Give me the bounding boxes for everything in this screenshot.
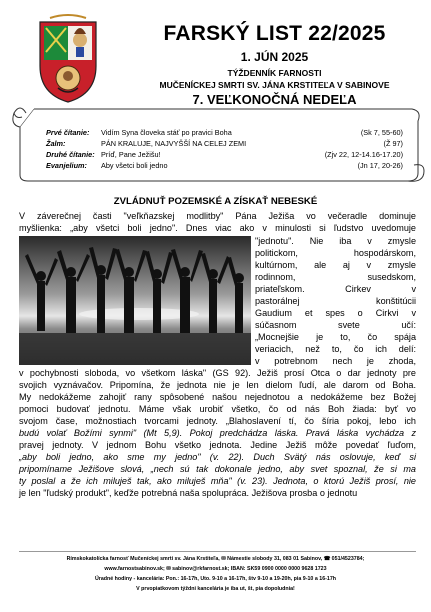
reading-ref-second: (Zjv 22, 12-14.16-17.20) xyxy=(324,150,403,159)
reading-text-gospel: Aby všetci boli jedno xyxy=(101,161,168,170)
article-line: pravej jednoty. V jednom Bohu všetko jednota. Jedine Ježiš môže povedať ľuďom, xyxy=(19,440,416,450)
reading-label-first: Prvé čítanie: xyxy=(46,128,90,137)
footer-note: V prvopiatkovom týždni kancelária je iba ut, št, pia dopoludnia! xyxy=(136,586,295,592)
article-line: pripomíname Ježišove slová, „nech sú tak dokonale jedno, aby svet spoznal, že si ma xyxy=(19,464,416,474)
article-line: V záverečnej časti "veľkňazskej modlitby" Pána Ježiša vo večeradle dominuje xyxy=(19,211,416,221)
article-line: v pochybnosti sloboda, vo všetkom láska" (GS 92). Ježiš prosí Otca o dar jednoty pre xyxy=(19,368,416,378)
article-line: súčasnom svete učí: xyxy=(255,320,416,330)
footer-divider xyxy=(19,551,416,552)
article-line: svojom čase, možnostiach tvorcami jednoty. „Blahoslavení tí, čo šíria pokoj, lebo ich xyxy=(19,416,416,426)
article-line: pastorálnej konštitúcii xyxy=(255,296,416,306)
parish-crest-logo xyxy=(36,14,100,104)
article-line: pomoci budovať jednotu. Máme však urobiť všetko, čo od nás Boh žiada: byť vo xyxy=(19,404,416,414)
footer-contact: www.farnostsabinov.sk; ✉ sabinov@rkfarnost.sk; IBAN: SK59 0900 0000 0000 9628 1723 xyxy=(104,566,327,572)
article-line: svojich vyznávačov. Pripomína, že jednota nie je len dielom ľudí, ale darom od Boha. xyxy=(19,380,416,390)
article-line: budú volať Božími synmi" (Mt 5,9). Pokoj predchádza láska. Pravá láska vychádza z xyxy=(19,428,416,438)
silhouette-people-photo xyxy=(19,236,251,365)
article-line: Gaudium et spes o Cirkvi v xyxy=(255,308,416,318)
liturgical-sunday: 7. VEĽKONOČNÁ NEDEĽA xyxy=(192,92,357,107)
reading-text-second: Príď, Pane Ježišu! xyxy=(101,150,161,159)
reading-label-gospel: Evanjelium: xyxy=(46,161,87,170)
footer-office-hours: Úradné hodiny - kancelária: Pon.: 16-17h, Uto. 9-10 a 16-17h, štv 9-10 a 19-20h, pia 9-10 a 16-17h xyxy=(94,576,337,582)
article-line: veriacich, než to, čo ich delí: xyxy=(255,344,416,354)
article-line: politickom, hospodárskom, xyxy=(255,248,416,258)
reading-label-second: Druhé čítanie: xyxy=(46,150,95,159)
reading-ref-psalm: (Ž 97) xyxy=(383,139,403,148)
reading-ref-first: (Sk 7, 55-60) xyxy=(360,128,403,137)
article-line: My nedokážeme zahojiť rany spôsobené našou nejednotou a nedokážeme bez Božej xyxy=(19,392,416,402)
reading-label-psalm: Žalm: xyxy=(46,139,66,148)
article-line: kultúrnom, ale aj v zmysle xyxy=(255,260,416,270)
reading-ref-gospel: (Jn 17, 20-26) xyxy=(357,161,403,170)
article-line: ty poslal a že ich miluješ tak, ako miluješ mňa" (v. 23). Jednota, o ktorú Ježiš prosí, nie xyxy=(19,476,416,486)
reading-text-psalm: PÁN KRALUJE, NAJVYŠŠÍ NA CELEJ ZEMI xyxy=(101,139,247,148)
article-line: "jednotu". Nie iba v zmysle xyxy=(255,236,416,246)
bulletin-subtitle: TÝŽDENNÍK FARNOSTI xyxy=(227,68,322,78)
article-heading: ZVLÁDNUŤ POZEMSKÉ A ZÍSKAŤ NEBESKÉ xyxy=(113,196,318,207)
article-line: myšlienka: „aby všetci boli jedno". Dnes viac ako v minulosti si ľudstvo uvedomuje xyxy=(19,223,416,233)
reading-text-first: Vidím Syna človeka stáť po pravici Boha xyxy=(101,128,232,137)
article-line: je len "ľudský produkt", keďže potrebná naša spolupráca. Ježišova prosba o jednotu xyxy=(19,488,358,498)
article-line: rodinnom, susedskom, xyxy=(255,272,416,282)
article-line: „Mocnejšie je to, čo spája xyxy=(255,332,416,342)
bulletin-title: FARSKÝ LIST 22/2025 xyxy=(163,22,386,45)
footer-address: Rímskokatolícka farnosť Mučeníckej smrti sv. Jána Krstiteľa, ✉ Námestie slobody 31, 083 01 Sabinov, ☎ 051/4523784; xyxy=(66,556,365,562)
article-line: priateľskom. Cirkev v xyxy=(255,284,416,294)
article-line: v potrebnom nech je zhoda, xyxy=(255,356,416,366)
parish-name: MUČENÍCKEJ SMRTI SV. JÁNA KRSTITEĽA V SABINOVE xyxy=(159,80,390,90)
issue-date: 1. JÚN 2025 xyxy=(240,50,309,64)
article-line: „aby boli jedno, ako sme my jedno" (v. 22). Duch Svätý nás oslovuje, keď si xyxy=(19,452,416,462)
